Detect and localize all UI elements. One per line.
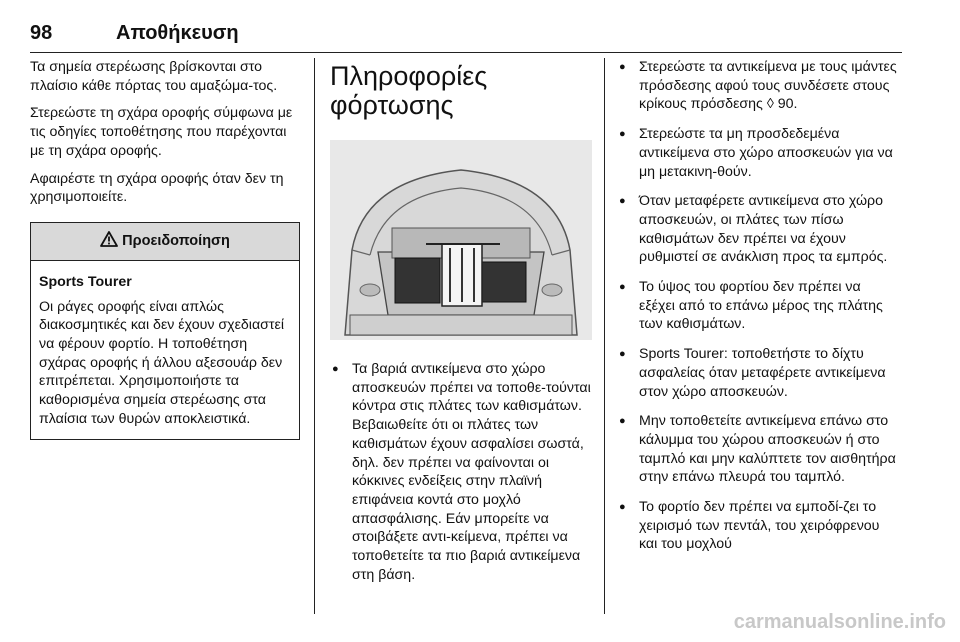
car-trunk-illustration [330,140,592,340]
list-item: ● Στερεώστε τα αντικείμενα με τους ιμάντες πρόσδεσης αφού τους συνδέσετε στους κρίκους πρόσδεσης ◊ 90. [617,58,897,114]
column-divider [604,58,605,614]
page-header [30,22,902,53]
left-column [30,58,300,440]
warning-heading: Προειδοποίηση [122,232,230,249]
list-item: ● Στερεώστε τα μη προσδεδεμένα αντικείμενα στο χώρο αποσκευών για να μη μετακινη-θούν. [617,125,897,181]
warning-subheading: Sports Tourer [39,273,132,290]
middle-column [330,58,592,595]
list-item: ● Μην τοποθετείτε αντικείμενα επάνω στο κάλυμμα του χώρου αποσκευών ή στο ταμπλό και μην καλύπτετε τον αισθητήρα στην επάνω πλευρά του ταμπλό. [617,412,897,487]
page-title: Αποθήκευση [116,22,239,44]
warning-header [31,223,299,261]
warning-text: Οι ράγες οροφής είναι απλώς διακοσμητικές και δεν έχουν σχεδιαστεί να φέρουν φορτίο. Η τοποθέτηση σχάρας οροφής ή άλλου αξεσουάρ δεν επιτρέπεται. Χρησιμοποιήστε τα καθορισμένα σημεία στερέωσης στα πλαίσια των θυρών αποκλειστικά. [39,298,285,427]
list-item: ● Sports Tourer: τοποθετήστε το δίχτυ ασφαλείας όταν μεταφέρετε αντικείμενα στον χώρο αποσκευών. [617,345,897,401]
column-divider [314,58,315,614]
list-item: ● Όταν μεταφέρετε αντικείμενα στο χώρο αποσκευών, οι πλάτες των πίσω καθισμάτων δεν πρέπει να έχουν ρυθμιστεί σε ανάκλιση προς τα εμπρός. [617,192,897,267]
warning-icon [100,231,118,247]
list-item: ● Το φορτίο δεν πρέπει να εμποδί-ζει το χειρισμό των πεντάλ, του χειρόφρενου και του μοχλού [617,498,897,554]
list-item: ● Τα βαριά αντικείμενα στο χώρο αποσκευών πρέπει να τοποθε-τούνται κόντρα στις πλάτες των καθισμάτων. Βεβαιωθείτε ότι οι πλάτες των καθισμάτων έχουν ασφαλίσει σωστά, δηλ. δεν πρέπει να φαίνονται οι κόκκινες ενδείξεις στην πλαϊνή επιφάνεια κοντά στο μοχλό απασφάλισης. Εάν μπορείτε να στοιβάξετε αντι-κείμενα, πρέπει να τοποθετείτε τα πιο βαριά αντικείμενα στη βάση. [330,360,592,584]
paragraph: Στερεώστε τη σχάρα οροφής σύμφωνα με τις οδηγίες τοποθέτησης που παρέχονται με τη σχάρα οροφής. [30,105,293,159]
watermark: carmanualsonline.info [733,611,946,633]
loading-info-list [330,360,592,584]
right-column [617,58,897,565]
loading-info-list [617,58,897,554]
page-number: 98 [30,22,53,44]
warning-box [30,222,300,440]
list-item: ● Το ύψος του φορτίου δεν πρέπει να εξέχει από το επάνω μέρος της πλάτης των καθισμάτων. [617,278,897,334]
section-title: Πληροφορίες φόρτωσης [330,61,488,120]
paragraph: Τα σημεία στερέωσης βρίσκονται στο πλαίσιο κάθε πόρτας του αμαξώμα-τος. [30,59,278,94]
paragraph: Αφαιρέστε τη σχάρα οροφής όταν δεν τη χρησιμοποιείτε. [30,170,284,206]
